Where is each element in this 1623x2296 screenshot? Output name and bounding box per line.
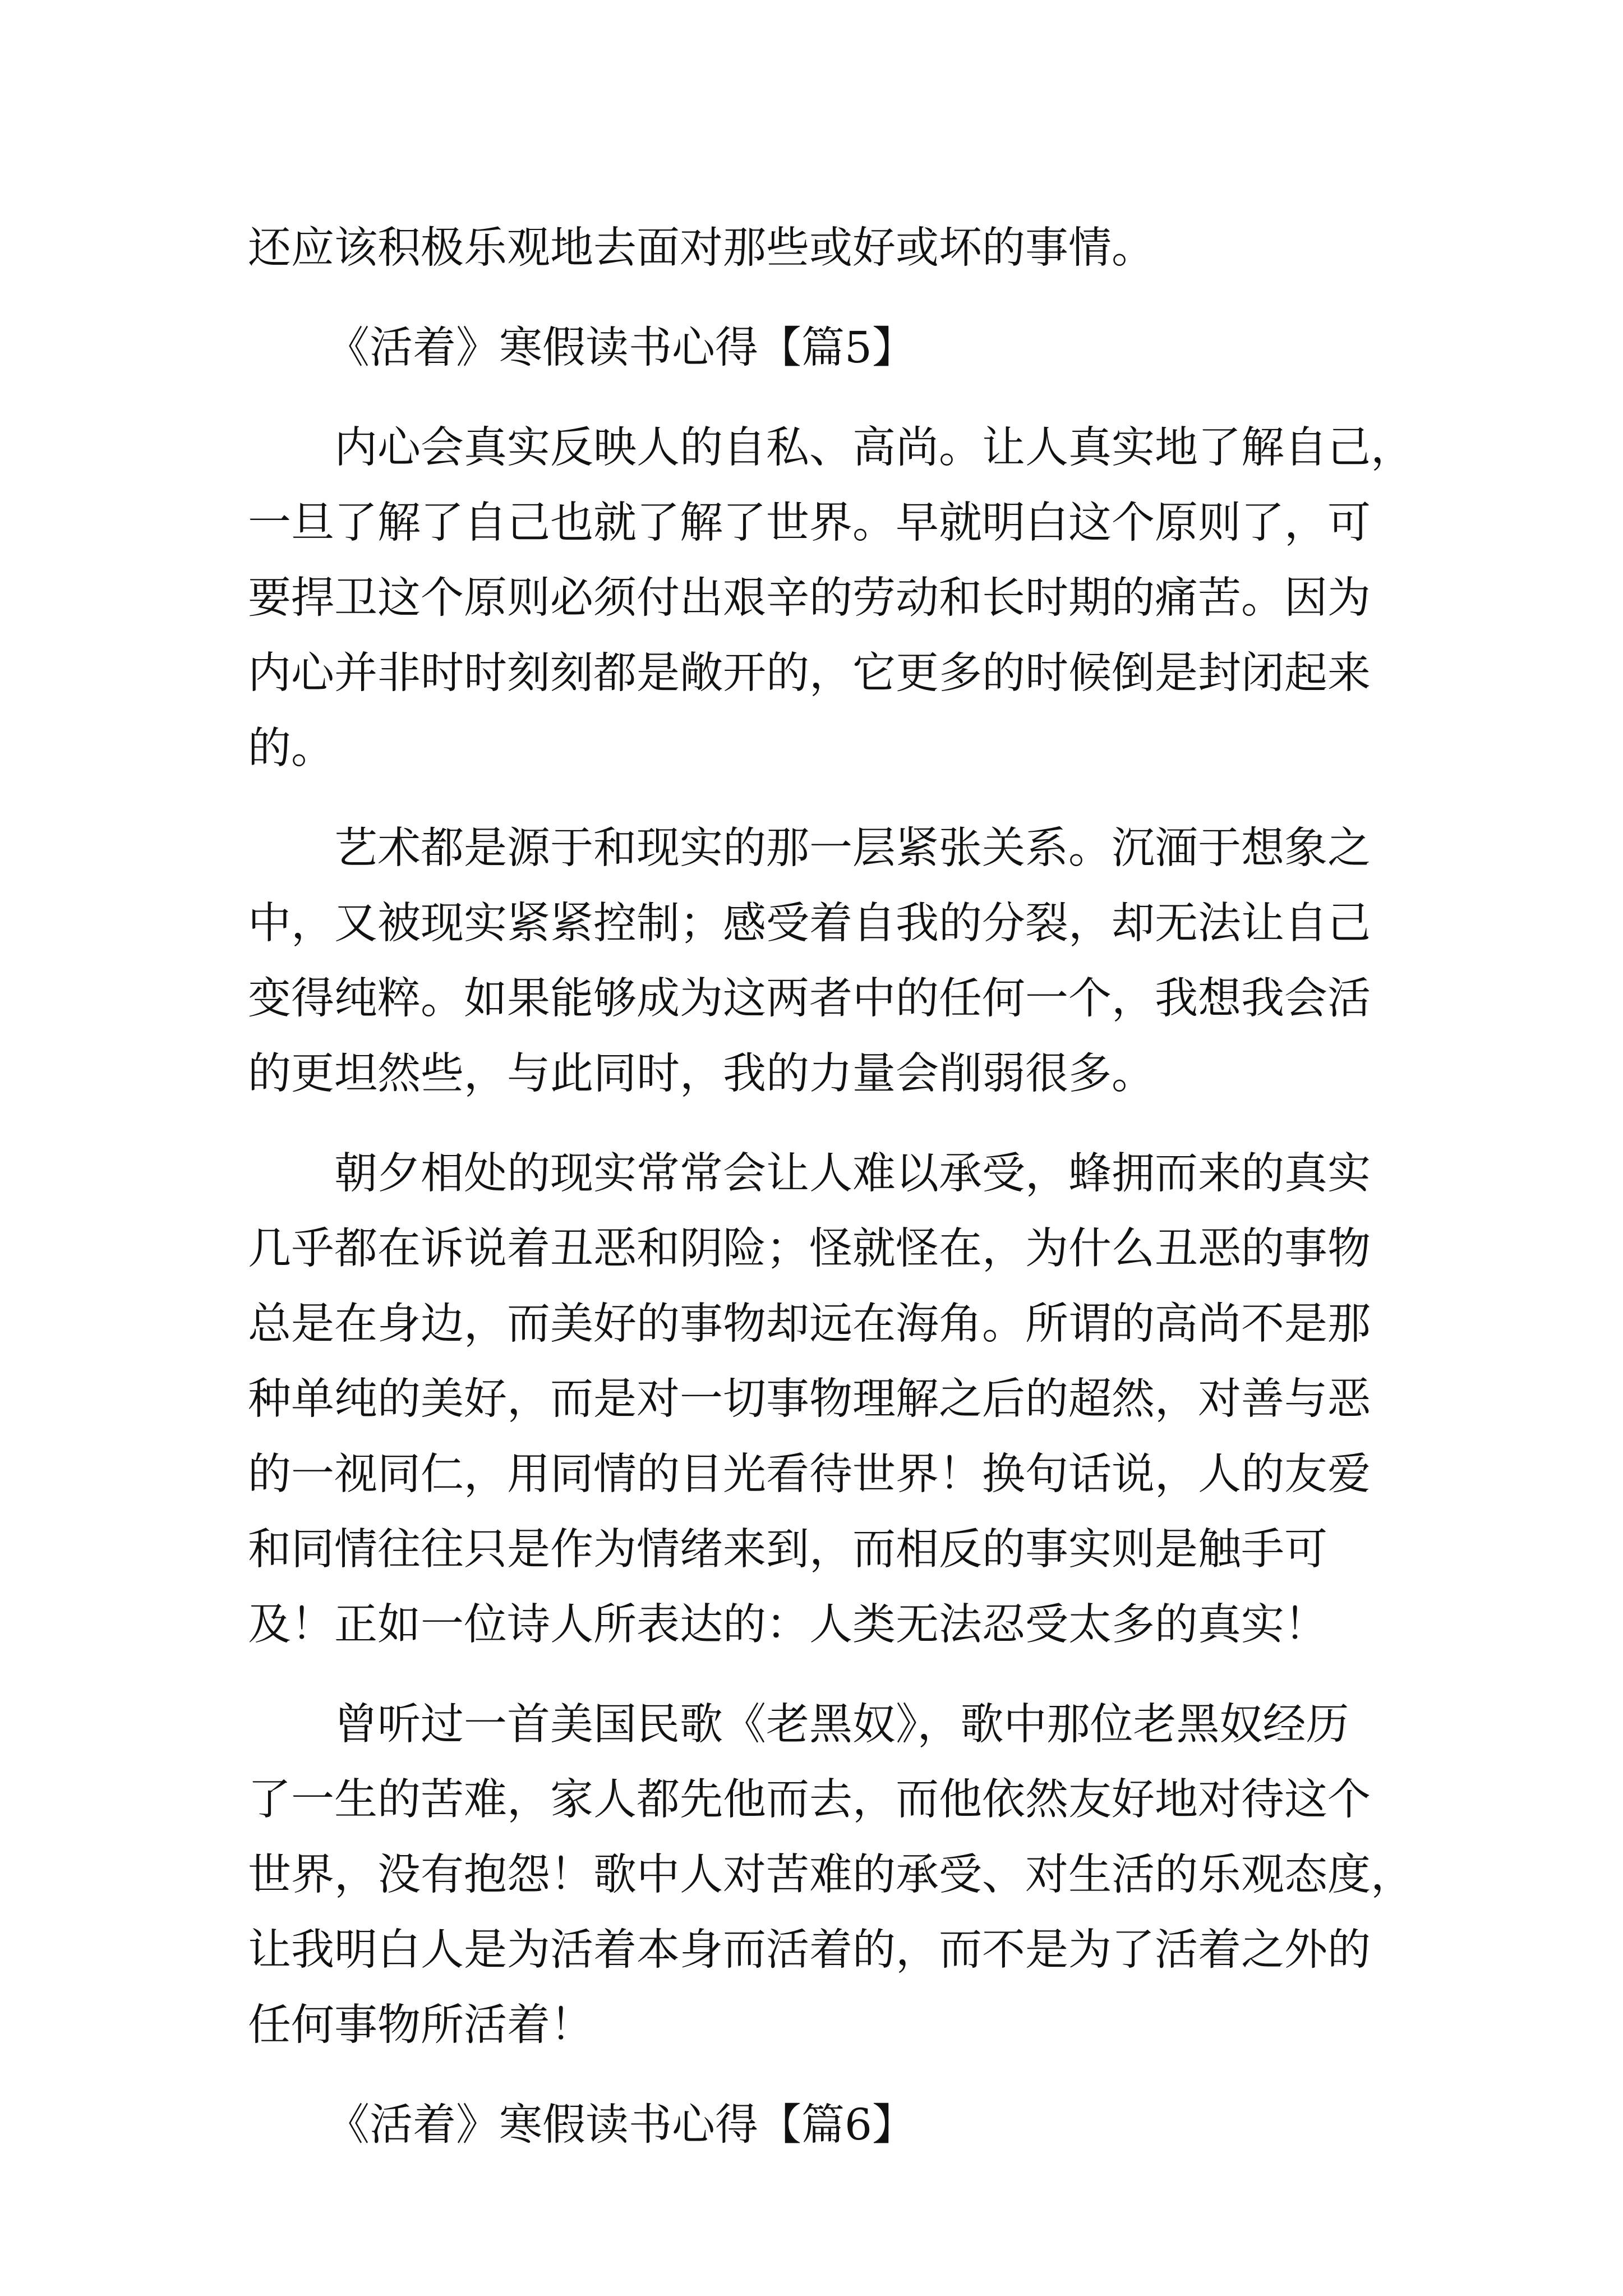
paragraph-line: 的。: [248, 724, 334, 774]
paragraph-line: 种单纯的美好，而是对一切事物理解之后的超然，对善与恶: [248, 1374, 1371, 1424]
paragraph-line: 一旦了解了自己也就了解了世界。早就明白这个原则了，可: [248, 498, 1371, 548]
section-heading: 《活着》寒假读书心得【篇5】: [326, 323, 915, 373]
paragraph-line: 内心并非时时刻刻都是敞开的，它更多的时候倒是封闭起来: [248, 648, 1371, 698]
section-heading: 《活着》寒假读书心得【篇6】: [326, 2100, 915, 2150]
paragraph-line: 了一生的苦难，家人都先他而去，而他依然友好地对待这个: [248, 1775, 1371, 1825]
paragraph-line: 让我明白人是为活着本身而活着的，而不是为了活着之外的: [248, 1925, 1371, 1975]
paragraph-line: 变得纯粹。如果能够成为这两者中的任何一个，我想我会活: [248, 974, 1371, 1024]
paragraph-line: 及！正如一位诗人所表达的：人类无法忍受太多的真实！: [248, 1600, 1327, 1650]
document-body: [248, 211, 1414, 2163]
paragraph-line: 曾听过一首美国民歌《老黑奴》，歌中那位老黑奴经历: [334, 1700, 1349, 1750]
paragraph-line: 总是在身边，而美好的事物却远在海角。所谓的高尚不是那: [248, 1299, 1371, 1349]
paragraph-line: 朝夕相处的现实常常会让人难以承受，蜂拥而来的真实: [334, 1149, 1371, 1199]
paragraph-line: 中，又被现实紧紧控制；感受着自我的分裂，却无法让自己: [248, 899, 1371, 949]
paragraph-line: 任何事物所活着！: [248, 2000, 593, 2050]
paragraph-line: 还应该积极乐观地去面对那些或好或坏的事情。: [248, 223, 1155, 273]
paragraph-line: 艺术都是源于和现实的那一层紧张关系。沉湎于想象之: [334, 823, 1371, 873]
paragraph-line: 世界，没有抱怨！歌中人对苦难的承受、对生活的乐观态度，: [248, 1850, 1414, 1900]
paragraph-line: 的更坦然些，与此同时，我的力量会削弱很多。: [248, 1049, 1155, 1099]
paragraph-line: 的一视同仁，用同情的目光看待世界！换句话说，人的友爱: [248, 1450, 1371, 1499]
paragraph-line: 内心会真实反映人的自私、高尚。让人真实地了解自己，: [334, 423, 1414, 473]
paragraph-line: 要捍卫这个原则必须付出艰辛的劳动和长时期的痛苦。因为: [248, 573, 1371, 623]
paragraph-line: 和同情往往只是作为情绪来到，而相反的事实则是触手可: [248, 1525, 1327, 1575]
paragraph-line: 几乎都在诉说着丑恶和阴险；怪就怪在，为什么丑恶的事物: [248, 1224, 1371, 1274]
